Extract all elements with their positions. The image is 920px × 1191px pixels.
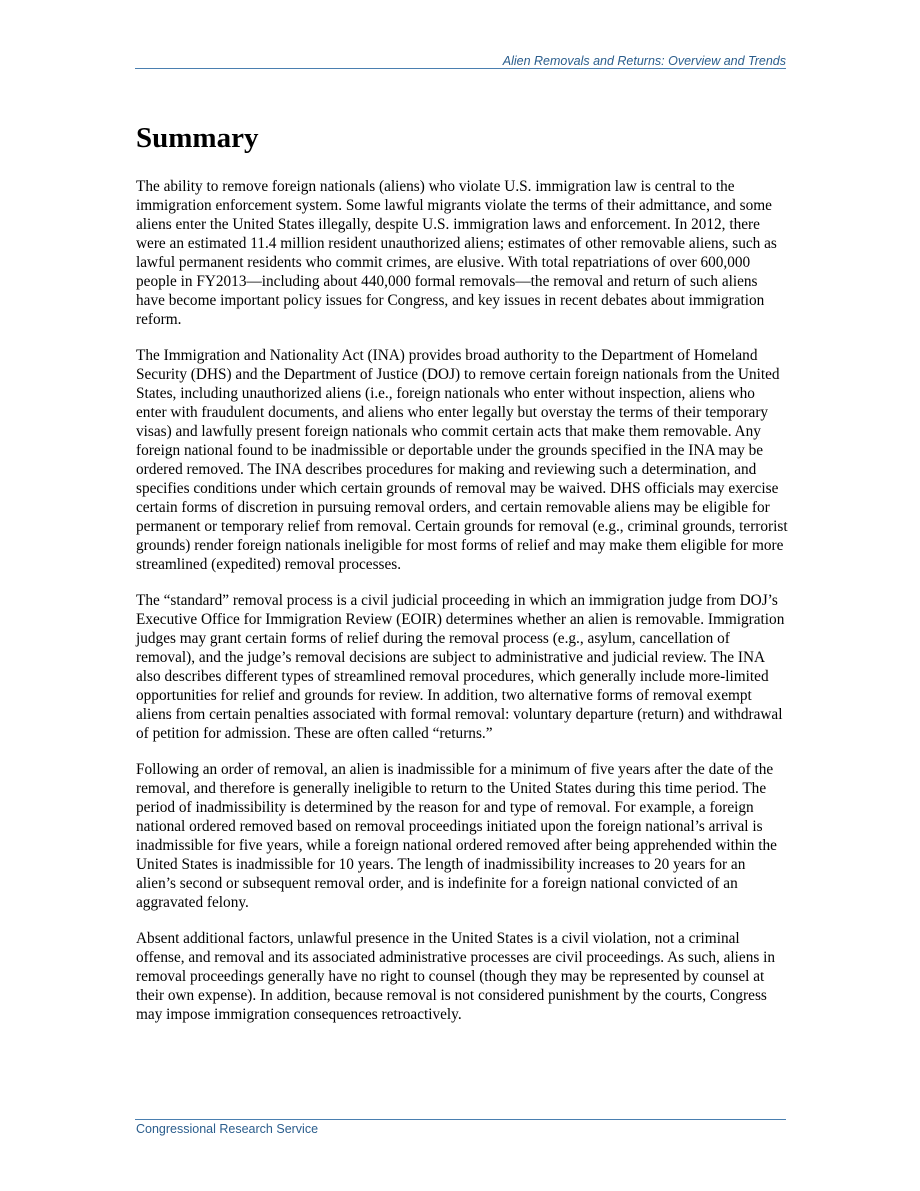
paragraph-5: Absent additional factors, unlawful presence in the United States is a civil violation, not a criminal offense, and removal and its associated administrative processes are civil proceedings. As such, aliens in removal proceedings generally have no right to counsel (though they may be represented by counsel at their own expense). In addition, because removal is not considered punishment by the courts, Congress may impose immigration consequences retroactively. xyxy=(136,930,776,1023)
paragraph-4: Following an order of removal, an alien is inadmissible for a minimum of five years after the date of the removal, and therefore is generally ineligible to return to the United States during this time period. The period of inadmissibility is determined by the reason for and type of removal. For example, a foreign national ordered removed based on removal proceedings initiated upon the foreign national’s arrival is inadmissible for five years, while a foreign national ordered removed after being apprehended within the United States is inadmissible for 10 years. The length of inadmissibility increases to 20 years for an alien’s second or subsequent removal order, and is indefinite for a foreign national convicted of an aggravated felony. xyxy=(136,761,777,911)
paragraph-1: The ability to remove foreign nationals (aliens) who violate U.S. immigration law is central to the immigration enforcement system. Some lawful migrants violate the terms of their admittance, and some aliens enter the United States illegally, despite U.S. immigration laws and enforcement. In 2012, there were an estimated 11.4 million resident unauthorized aliens; estimates of other removable aliens, such as lawful permanent residents who commit crimes, are elusive. With total repatriations of over 600,000 people in FY2013—including about 440,000 formal removals—the removal and return of such aliens have become important policy issues for Congress, and key issues in recent debates about immigration reform. xyxy=(136,178,777,328)
paragraph-3: The “standard” removal process is a civil judicial proceeding in which an immigration judge from DOJ’s Executive Office for Immigration Review (EOIR) determines whether an alien is removable. Immigration judges may grant certain forms of relief during the removal process (e.g., asylum, cancellation of removal), and the judge’s removal decisions are subject to administrative and judicial review. The INA also describes different types of streamlined removal procedures, which generally include more-limited opportunities for relief and grounds for review. In addition, two alternative forms of removal exempt aliens from certain penalties associated with formal removal: voluntary departure (return) and withdrawal of petition for admission. These are often called “returns.” xyxy=(136,592,785,742)
document-body xyxy=(136,177,788,1041)
footer-organization: Congressional Research Service xyxy=(136,1122,319,1136)
page-title: Summary xyxy=(136,122,259,154)
paragraph-2: The Immigration and Nationality Act (INA) provides broad authority to the Department of Homeland Security (DHS) and the Department of Justice (DOJ) to remove certain foreign nationals from the United States, including unauthorized aliens (i.e., foreign nationals who enter without inspection, aliens who enter with fraudulent documents, and aliens who enter legally but overstay the terms of their temporary visas) and lawfully present foreign nationals who commit certain acts that make them removable. Any foreign national found to be inadmissible or deportable under the grounds specified in the INA may be ordered removed. The INA describes procedures for making and reviewing such a determination, and specifies conditions under which certain grounds of removal may be waived. DHS officials may exercise certain forms of discretion in pursuing removal orders, and certain removable aliens may be eligible for permanent or temporary relief from removal. Certain grounds for removal (e.g., criminal grounds, terrorist grounds) render foreign nationals ineligible for most forms of relief and may make them eligible for more streamlined (expedited) removal processes. xyxy=(136,347,788,573)
footer-divider xyxy=(135,1119,786,1120)
header-divider xyxy=(135,68,786,69)
running-header: Alien Removals and Returns: Overview and Trends xyxy=(502,54,786,68)
